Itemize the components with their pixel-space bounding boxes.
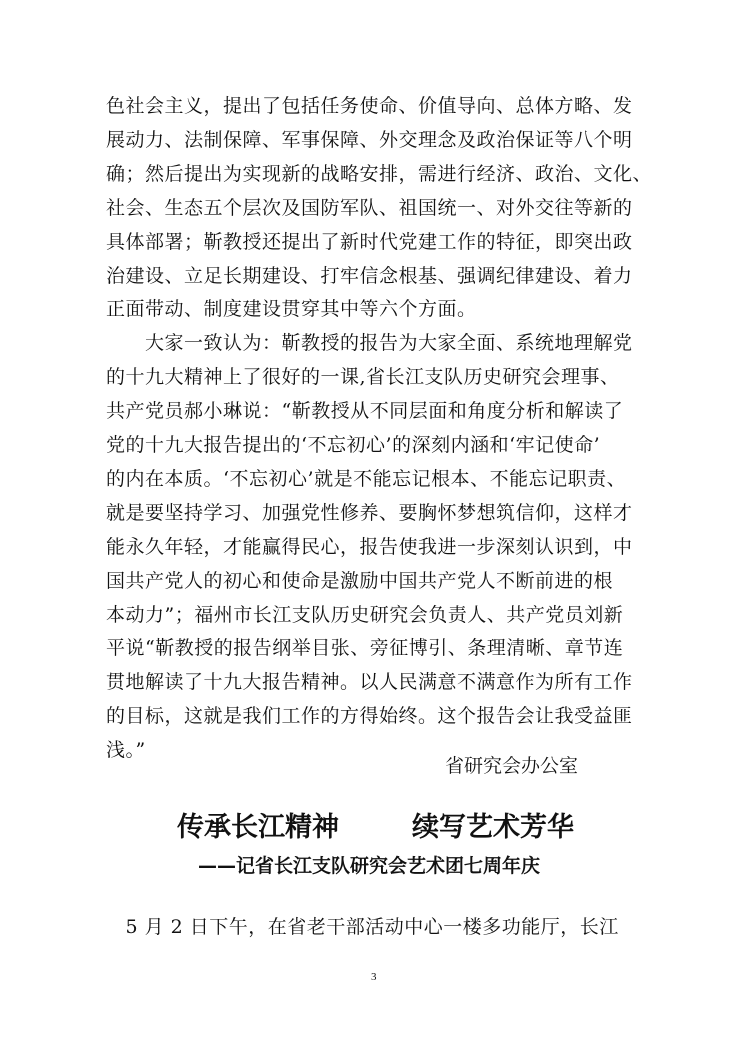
- text-line: 共产党员郝小琳说：“靳教授从不同层面和角度分析和解读了: [106, 400, 624, 422]
- text-line: 正面带动、制度建设贯穿其中等六个方面。: [106, 298, 477, 320]
- page-number: 3: [371, 971, 377, 983]
- text-line: 贯地解读了十九大报告精神。以人民满意不满意作为所有工作: [106, 671, 633, 693]
- text-line: 具体部署；靳教授还提出了新时代党建工作的特征，即突出政: [106, 231, 633, 253]
- text-line: 能永久年轻，才能赢得民心，报告使我进一步深刻认识到，中: [106, 536, 633, 558]
- article-subtitle: ——记省长江支队研究会艺术团七周年庆: [198, 855, 541, 877]
- text-line: 平说“靳教授的报告纲举目张、旁征博引、条理清晰、章节连: [106, 637, 624, 659]
- text-line: 浅。”: [106, 739, 146, 761]
- text-line: 大家一致认为：靳教授的报告为大家全面、系统地理解党: [106, 332, 633, 354]
- text-line: 本动力”；福州市长江支队历史研究会负责人、共产党员刘新: [106, 604, 624, 626]
- text-line: 就是要坚持学习、加强党性修养、要胸怀梦想筑信仰，这样才: [106, 502, 633, 524]
- signature: 省研究会办公室: [445, 755, 579, 777]
- article-first-line: 5 月 2 日下午，在省老干部活动中心一楼多功能厅，长江: [106, 916, 619, 938]
- text-line: 的内在本质。‘不忘初心’就是不能忘记根本、不能忘记职责、: [106, 468, 627, 490]
- text-line: 国共产党人的初心和使命是激励中国共产党人不断前进的根: [106, 570, 614, 592]
- article-title-part2: 续写艺术芳华: [412, 812, 574, 843]
- text-line: 的十九大精神上了很好的一课,省长江支队历史研究会理事、: [106, 366, 620, 388]
- text-line: 社会、生态五个层次及国防军队、祖国统一、对外交往等新的: [106, 197, 633, 219]
- article-title-part1: 传承长江精神: [177, 812, 339, 843]
- text-line: 治建设、立足长期建设、打牢信念根基、强调纪律建设、着力: [106, 265, 633, 287]
- text-line: 展动力、法制保障、军事保障、外交理念及政治保证等八个明: [106, 129, 633, 151]
- text-line: 色社会主义，提出了包括任务使命、价值导向、总体方略、发: [106, 95, 633, 117]
- text-line: 确；然后提出为实现新的战略安排，需进行经济、政治、文化、: [106, 163, 653, 185]
- text-line: 党的十九大报告提出的‘不忘初心’的深刻内涵和‘牢记使命’: [106, 434, 601, 456]
- text-line: 的目标，这就是我们工作的方得始终。这个报告会让我受益匪: [106, 705, 633, 727]
